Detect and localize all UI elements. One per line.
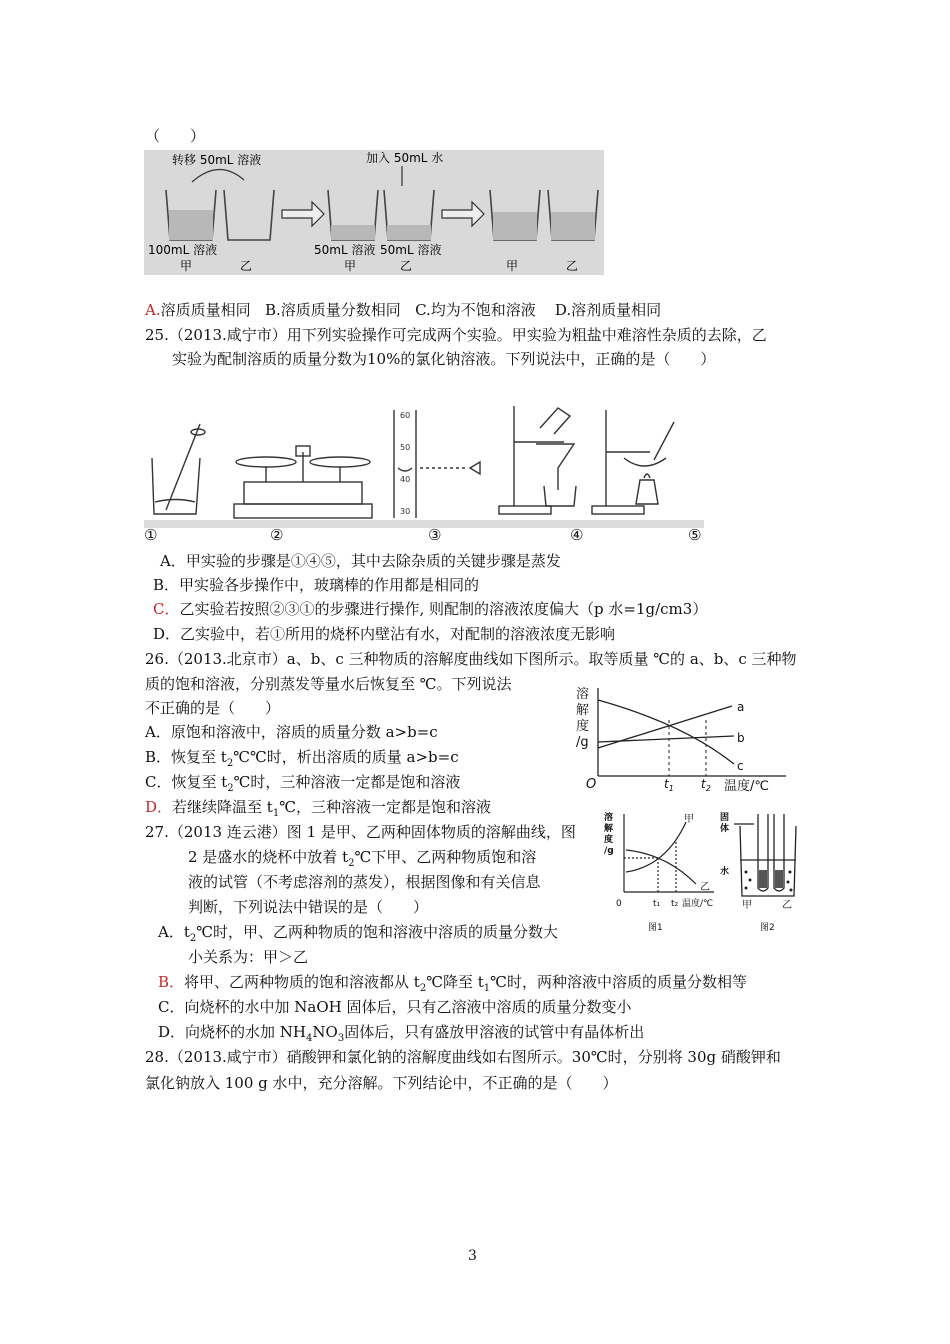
q25-stem-line2: 实验为配制溶质的质量分数为10%的氯化钠溶液。下列说法中，正确的是（ ） [172, 350, 716, 368]
q27-option-a-cont: 小关系为：甲＞乙 [188, 948, 309, 966]
q27-option-d-sub1: 4 [306, 1033, 313, 1044]
q26-t1-sub: 1 [668, 784, 674, 793]
q27-option-b-letter: B． [158, 973, 185, 991]
q26-t2-label [701, 777, 711, 793]
page-number: 3 [468, 1248, 477, 1264]
q24-option-d-text: 溶剂质量相同 [571, 301, 662, 319]
q25-step-1: ① [144, 526, 158, 544]
q27-option-a-post: ℃时，甲、乙两种物质的饱和溶液中溶质的质量分数大 [196, 923, 559, 941]
q26-ylabel-3: 度 [576, 719, 590, 734]
q24-option-c-text: 均为不饱和溶液 [430, 301, 536, 319]
q26-option-d-letter: D． [145, 798, 173, 816]
q27-fig1-caption: 图1 [648, 923, 663, 933]
q25-cylinder-tick-60: 60 [400, 411, 411, 420]
q26-option-b-post: ℃℃时，析出溶质的质量 a>b=c [233, 748, 459, 766]
q26-option-a: A．原饱和溶液中，溶质的质量分数 a>b=c [145, 723, 438, 741]
q27-option-d-mid: NO [312, 1023, 338, 1041]
q27-fig1-origin: 0 [616, 899, 622, 909]
q25-cylinder-tick-30: 30 [400, 507, 411, 516]
q24-jia-label-3: 甲 [506, 259, 519, 273]
q25-option-c-text: 乙实验若按照②③①的步骤进行操作, 则配制的溶液浓度偏大（p 水=1g/cm3） [179, 600, 708, 618]
q25-option-b-text: 甲实验各步操作中，玻璃棒的作用都是相同的 [179, 576, 480, 594]
q26-option-c-sub: 2 [227, 783, 234, 794]
q27-fig1-ylabel-2: 解 [604, 824, 614, 834]
q27-fig2-solid-1: 固 [720, 813, 730, 823]
q27-option-a-sub: 2 [189, 933, 197, 944]
q27-stem-line2-pre: 2 是盛水的烧杯中放着 t [188, 848, 349, 866]
q27-stem-line2-sub: 2 [348, 858, 355, 869]
q27-stem-line1: 27.（2013 连云港）图 1 是甲、乙两种固体物质的溶解曲线，图 [145, 823, 576, 841]
q25-step-5: ⑤ [688, 526, 702, 544]
q27-fig1-xlabel: 温度/℃ [682, 899, 714, 909]
q26-origin: O [586, 777, 597, 792]
q27-fig1-yi-label: 乙 [700, 882, 710, 893]
q24-add-water-label: 加入 50mL 水 [366, 151, 444, 165]
q26-t2-t: t [701, 777, 706, 791]
q26-stem-line3: 不正确的是（ ） [145, 699, 281, 717]
q27-option-b-pre: 将甲、乙两种物质的饱和溶液都从 t [184, 973, 420, 991]
q27-fig2-yi-label: 乙 [782, 900, 792, 911]
q25-option-b-letter: B． [153, 576, 180, 594]
q27-fig1-t2: t₂ [671, 899, 679, 909]
q24-options [145, 298, 661, 322]
q26-curve-c-label: c [737, 759, 744, 773]
q26-option-b-sub: 2 [226, 758, 234, 769]
q25-option-d [153, 622, 615, 646]
q26-option-c-post: ℃时，三种溶液一定都是饱和溶液 [233, 773, 461, 791]
q27-fig2-water: 水 [720, 867, 730, 877]
q24-option-a-text: 溶质质量相同 [160, 301, 251, 319]
q25-step-2: ② [270, 526, 284, 544]
q25-stem-line1: 25.（2013.咸宁市）用下列实验操作可完成两个实验。甲实验为粗盐中难溶性杂质的去除，乙 [145, 326, 767, 344]
q24-option-d-letter: D. [554, 301, 572, 319]
q26-option-c-pre: C．恢复至 t [145, 773, 228, 791]
q24-option-b-text: 溶质质量分数相同 [280, 301, 401, 319]
q26-stem-line1: 26.（2013.北京市）a、b、c 三种物质的溶解度曲线如下图所示。取等质量 ℃的 a、b、c 三种物 [145, 650, 797, 668]
q25-option-d-text: 乙实验中，若①所用的烧杯内壁沾有水，对配制的溶液浓度无影响 [180, 625, 616, 643]
q27-option-d-post: 固体后，只有盛放甲溶液的试管中有晶体析出 [344, 1023, 645, 1041]
q27-fig1-jia-label: 甲 [684, 814, 694, 825]
q24-option-c-letter: C. [415, 301, 431, 319]
q27-fig1-ylabel-4: /g [604, 846, 614, 856]
q25-cylinder-tick-40: 40 [400, 475, 411, 484]
q24-beaker-figure [144, 150, 604, 275]
q27-option-a-pre: A．t [158, 923, 190, 941]
q25-apparatus-figure [144, 402, 714, 547]
q26-ylabel-1: 溶 [576, 687, 590, 702]
q25-step-3: ③ [428, 526, 442, 544]
q27-stem-line4: 判断，下列说法中错误的是（ ） [188, 898, 429, 916]
q25-cylinder-tick-50: 50 [400, 443, 411, 452]
q25-option-b [153, 573, 479, 597]
q27-fig2-caption: 图2 [760, 923, 775, 933]
q27-fig2-solid-2: 体 [720, 824, 730, 834]
q26-ylabel-2: 解 [576, 703, 590, 718]
q24-jia-label-2: 甲 [344, 259, 357, 273]
q27-option-d-pre: D．向烧杯的水加 NH [158, 1023, 307, 1041]
q26-t1-t: t [664, 777, 669, 791]
q26-xlabel: 温度/℃ [724, 779, 769, 794]
q24-50ml-label-a: 50mL 溶液 [314, 243, 376, 257]
q24-100ml-label: 100mL 溶液 [148, 243, 218, 257]
q24-yi-label-1: 乙 [240, 259, 253, 273]
q25-option-c [153, 597, 707, 621]
q26-t2-sub: 2 [705, 784, 711, 793]
q27-option-c: C．向烧杯的水中加 NaOH 固体后，只有乙溶液中溶质的质量分数变小 [158, 998, 632, 1016]
q25-option-a-text: 甲实验的步骤是①④⑤，其中去除杂质的关键步骤是蒸发 [185, 552, 561, 570]
q27-figure-1 [604, 810, 724, 935]
q26-ylabel-4: /g [576, 735, 589, 750]
q27-fig1-t1: t₁ [653, 899, 661, 909]
q28-stem-line2: 氯化钠放入 100 g 水中，充分溶解。下列结论中，不正确的是（ ） [145, 1074, 618, 1092]
q25-option-a [160, 549, 561, 573]
q24-50ml-label-b: 50mL 溶液 [380, 243, 442, 257]
q27-stem-line3: 液的试管（不考虑溶剂的蒸发），根据图像和有关信息 [188, 873, 541, 891]
q27-option-b-sub2: 1 [483, 983, 491, 994]
q24-option-a-letter: A. [145, 301, 161, 319]
q27-fig1-ylabel-1: 溶 [604, 813, 614, 823]
q24-jia-label-1: 甲 [180, 259, 193, 273]
q25-option-a-letter: A． [160, 552, 186, 570]
q27-option-b-mid: ℃降至 t [426, 973, 484, 991]
q27-option-b-post: ℃时，两种溶液中溶质的质量分数相等 [490, 973, 747, 991]
q24-option-b-letter: B. [264, 301, 281, 319]
q25-option-d-letter: D． [153, 625, 181, 643]
q26-solubility-graph [574, 684, 794, 796]
q28-stem-line1: 28.（2013.咸宁市）硝酸钾和氯化钠的溶解度曲线如右图所示。30℃时，分别将 30g 硝酸钾和 [145, 1048, 781, 1066]
q26-option-d-pre: 若继续降温至 t [172, 798, 273, 816]
q26-option-d-sub: 1 [272, 808, 280, 819]
q24-transfer-label: 转移 50mL 溶液 [172, 153, 262, 167]
q25-option-c-letter: C． [153, 600, 180, 618]
q26-option-d-post: ℃，三种溶液一定都是饱和溶液 [279, 798, 491, 816]
q27-fig1-ylabel-3: 度 [604, 835, 614, 845]
q25-step-4: ④ [570, 526, 584, 544]
q26-stem-line2: 质的饱和溶液，分别蒸发等量水后恢复至 ℃。下列说法 [145, 675, 512, 693]
q26-curve-b-label: b [737, 731, 745, 745]
q24-yi-label-3: 乙 [566, 259, 579, 273]
q27-option-b-sub1: 2 [419, 983, 427, 994]
q24-yi-label-2: 乙 [400, 259, 413, 273]
q26-curve-a-label: a [737, 700, 745, 714]
q26-t1-label [664, 777, 674, 793]
q27-option-d-sub2: 3 [337, 1033, 345, 1044]
q26-option-b-pre: B．恢复至 t [145, 748, 227, 766]
q27-figure-2 [720, 810, 800, 935]
q27-fig2-jia-label: 甲 [742, 900, 752, 911]
q24-paren: （ ） [145, 127, 206, 145]
q27-stem-line2-post: ℃下甲、乙两种物质饱和溶 [354, 848, 537, 866]
